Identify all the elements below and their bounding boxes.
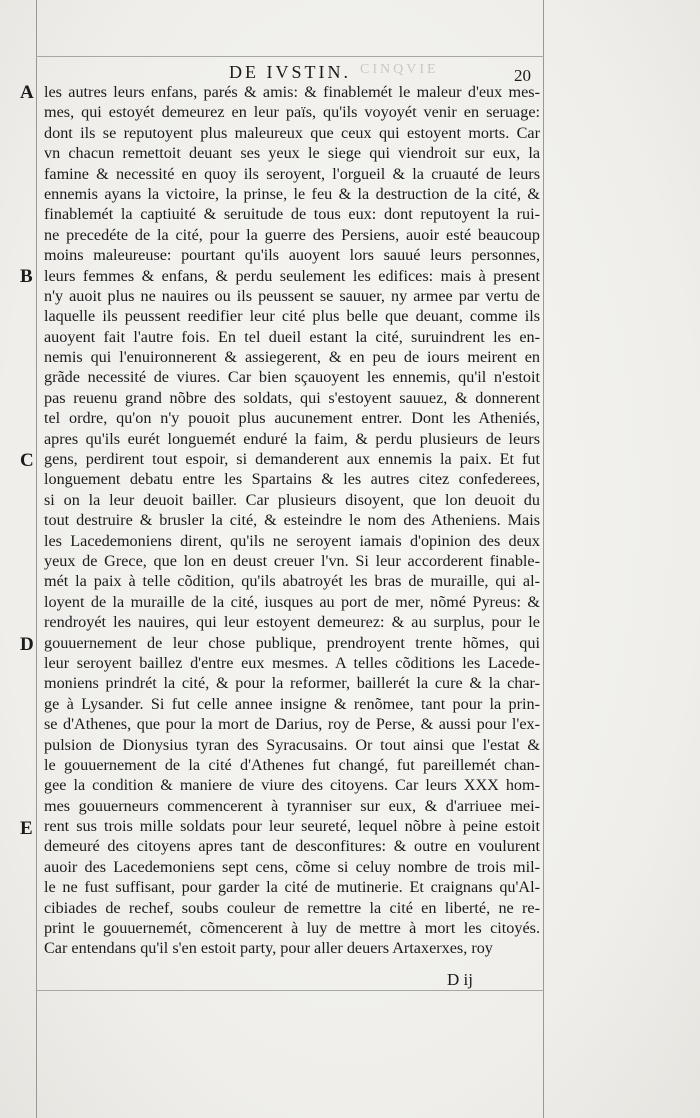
text-line: print le gouuernemét, cõmencerent à luy de mettre à mort les citoyés. [44,919,540,938]
running-title: DE IVSTIN. [229,62,351,82]
text-line: loyent de la muraille de la cité, iusques au port de mer, nõmé Pyreus: & [44,592,540,611]
text-line: tel ordre, qu'on n'y pouoit plus aucunement entrer. Dont les Atheniés, [44,409,540,428]
text-line: dont ils se reputoyent plus maleureux que ceux qui estoyent morts. Car [44,123,540,142]
text-line: tout destruire & brusler la cité, & esteindre le nom des Atheniens. Mais [44,511,540,530]
text-line: les autres leurs enfans, parés & amis: & finablemét le maleur d'eux mes- [44,83,540,101]
text-line: se d'Athenes, que pour la mort de Darius, roy de Perse, & aussi pour l'ex- [44,715,540,734]
text-line: pulsion de Dionysius tyran des Syracusains. Or tout ainsi que l'estat & [44,735,540,754]
text-line: longuement debatu entre les Spartains & les autres citez confederees, [44,470,540,489]
text-line: nemis qui l'enuironnerent & assiegerent, & en peu de iours meirent en [44,348,540,367]
text-line: moins maleureuse: pourtant qu'ils auoyent lors sauué leurs personnes, [44,246,540,265]
text-line: n'y auoit plus ne nauires ou ils peussent se sauuer, ny armee par vertu de [44,286,540,305]
text-line: si on la leur deuoit bailler. Car plusieurs disoyent, que lon deuoit du [44,490,540,509]
margin-marker-e: E [20,818,33,839]
text-line: mes gouuerneurs commencerent à tyranniser sur eux, & d'arriuee mei- [44,796,540,815]
text-line: moniens prindrét la cité, & pour la reformer, baillerét la cure & la char- [44,674,540,693]
text-line: rent sus trois mille soldats pour leur seureté, lequel nõbre à peine estoit [44,817,540,836]
body-text [44,82,540,959]
text-line: le ne fust suffisant, pour garder la cité de mutinerie. Et craignans qu'Al- [44,878,540,897]
text-line: rendroyét les nauires, qui leur estoyent demeurez: & au surplus, pour le [44,613,540,632]
text-line: laquelle ils peussent reedifier leur cité plus belle que deuant, comme ils [44,307,540,326]
text-line: leur seroyent baillez d'entre eux mesmes. A telles cõditions les Lacede- [44,653,540,672]
text-line: vn chacun remettoit deuant ses yeux le siege qui viendroit sur eux, la [44,144,540,163]
margin-marker-c: C [20,450,34,471]
text-line: leurs femmes & enfans, & perdu seulement les edifices: mais à present [44,266,540,285]
margin-marker-d: D [20,634,34,655]
text-line: finablemét la captiuité & seruitude de tous eux: dont reputoyent la rui- [44,205,540,224]
text-line: les Lacedemoniens dirent, qu'ils ne seroyent iamais d'opinion des deux [44,531,540,550]
text-line: auoir des Lacedemoniens sept cens, cõme si celuy nombre de trois mil- [44,857,540,876]
text-line: ge à Lysander. Si fut celle annee insigne & renõmee, tant pour la prin- [44,694,540,713]
text-line: grãde necessité de viures. Car bien sçauoyent les ennemis, qu'il n'estoit [44,368,540,387]
margin-marker-b: B [20,266,33,287]
bleed-through-text: CINQVIE [360,62,439,77]
text-line: mét la paix à telle cõdition, qu'ils abatroyét les bras de muraille, qui al- [44,572,540,591]
text-line: mes, qui estoyét demeurez en leur païs, qu'ils voyoyét venir en seruage: [44,103,540,122]
text-line: le gouuernement de la cité d'Athenes fut changé, fut pareillemét chan- [44,755,540,774]
text-line: gee la condition & maniere de viure des citoyens. Car leurs XXX hom- [44,776,540,795]
text-line: gens, perdirent tout espoir, si demanderent aux ennemis la paix. Et fut [44,450,540,469]
frame-rule-right [543,0,544,1118]
frame-rule-bottom [36,990,544,991]
text-line: yeux de Grece, que lon en deust creuer l'vn. Si leur accorderent finable- [44,551,540,570]
text-line: Car entendans qu'il s'en estoit party, pour aller deuers Artaxerxes, roy [44,939,493,958]
text-line: apres qu'ils eurét longuemét enduré la faim, & perdu plusieurs de leurs [44,429,540,448]
text-line: ne precedéte de la cité, pour la guerre des Persiens, auoir esté beaucoup [44,225,540,244]
text-line: pas reuenu grand nõbre des soldats, qui s'estoyent sauuez, & donnerent [44,388,540,407]
text-line: cibiades de rechef, soubs couleur de remettre la cité en liberté, ne re- [44,898,540,917]
margin-marker-a: A [20,82,34,103]
text-line: gouuernement de leur chose publique, prendroyent trente hõmes, qui [44,633,540,652]
page-number: 20 [514,66,531,85]
frame-rule-left [36,0,37,1118]
text-line: famine & necessité en quoy ils seroyent, l'orgueil & la cruauté de leurs [44,164,540,183]
text-line: ennemis ayans la victoire, la prinse, le feu & la destruction de la cité, & [44,184,540,203]
text-line: auoyent fait l'autre fois. En tel dueil estant la cité, suruindrent les en- [44,327,540,346]
text-line: demeuré des citoyens apres tant de desconfitures: & outre en voulurent [44,837,540,856]
signature-mark: D ij [447,970,473,989]
frame-rule-top [36,56,544,57]
